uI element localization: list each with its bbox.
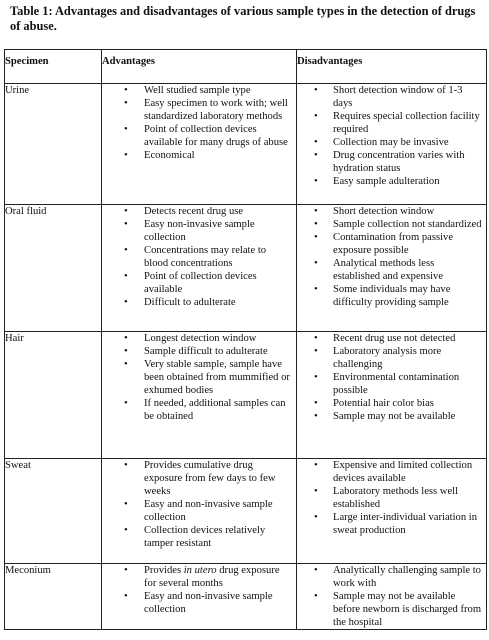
- disadvantage-item: • Environmental contamination possible: [297, 371, 482, 397]
- advantage-item: • Point of collection devices available: [102, 270, 292, 296]
- advantage-item: • Provides in utero drug exposure for several months: [102, 564, 292, 590]
- disadvantage-item: • Expensive and limited collection devices available: [297, 459, 482, 485]
- advantage-item: • Easy and non-invasive sample collection: [102, 498, 292, 524]
- advantages-list: [102, 205, 296, 309]
- header-specimen: Specimen: [5, 50, 102, 84]
- disadvantage-item: • Contamination from passive exposure possible: [297, 231, 482, 257]
- disadvantages-cell: [297, 84, 487, 205]
- disadvantage-item: • Analytically challenging sample to work with: [297, 564, 482, 590]
- advantages-cell: [102, 205, 297, 332]
- advantages-cell: [102, 564, 297, 630]
- table-body: [5, 84, 487, 630]
- table-row: [5, 332, 487, 459]
- specimen-cell: Urine: [5, 84, 102, 205]
- disadvantage-item: • Potential hair color bias: [297, 397, 482, 410]
- specimen-cell: Meconium: [5, 564, 102, 630]
- table-row: [5, 205, 487, 332]
- disadvantage-item: • Laboratory methods less well established: [297, 485, 482, 511]
- advantages-list: [102, 332, 296, 423]
- disadvantage-item: • Analytical methods less established and expensive: [297, 257, 482, 283]
- disadvantages-cell: [297, 564, 487, 630]
- disadvantages-list: [297, 332, 486, 423]
- advantage-item: • Easy and non-invasive sample collection: [102, 590, 292, 616]
- disadvantage-item: • Easy sample adulteration: [297, 175, 482, 188]
- advantages-cell: [102, 84, 297, 205]
- advantage-item: • If needed, additional samples can be obtained: [102, 397, 292, 423]
- table-caption: Table 1: Advantages and disadvantages of various sample types in the detection of drugs of abuse.: [10, 4, 476, 33]
- disadvantage-item: • Drug concentration varies with hydration status: [297, 149, 482, 175]
- comparison-table: [4, 49, 487, 630]
- disadvantages-cell: [297, 332, 487, 459]
- advantage-item: • Well studied sample type: [102, 84, 292, 97]
- table-row: [5, 459, 487, 564]
- advantage-item: • Economical: [102, 149, 292, 162]
- header-row: [5, 50, 487, 84]
- advantage-item: • Detects recent drug use: [102, 205, 292, 218]
- disadvantages-list: [297, 205, 486, 309]
- advantage-item: • Point of collection devices available for many drugs of abuse: [102, 123, 292, 149]
- disadvantages-cell: [297, 459, 487, 564]
- disadvantages-list: [297, 564, 486, 629]
- disadvantage-item: • Some individuals may have difficulty providing sample: [297, 283, 482, 309]
- disadvantage-item: • Sample may not be available: [297, 410, 482, 423]
- disadvantage-item: • Laboratory analysis more challenging: [297, 345, 482, 371]
- disadvantages-list: [297, 459, 486, 537]
- table-row: [5, 564, 487, 630]
- table-row: [5, 84, 487, 205]
- disadvantage-item: • Short detection window: [297, 205, 482, 218]
- disadvantage-item: • Requires special collection facility required: [297, 110, 482, 136]
- header-advantages: Advantages: [102, 50, 297, 84]
- disadvantages-cell: [297, 205, 487, 332]
- advantage-item: • Difficult to adulterate: [102, 296, 292, 309]
- advantage-item: • Easy specimen to work with; well standardized laboratory methods: [102, 97, 292, 123]
- disadvantage-item: • Large inter-individual variation in sweat production: [297, 511, 482, 537]
- header-disadvantages: Disadvantages: [297, 50, 487, 84]
- advantage-item: • Concentrations may relate to blood concentrations: [102, 244, 292, 270]
- disadvantage-item: • Sample collection not standardized: [297, 218, 482, 231]
- advantage-item: • Collection devices relatively tamper resistant: [102, 524, 292, 550]
- disadvantage-item: • Short detection window of 1-3 days: [297, 84, 482, 110]
- advantages-cell: [102, 332, 297, 459]
- advantages-list: [102, 459, 296, 550]
- advantages-list: [102, 564, 296, 616]
- advantages-cell: [102, 459, 297, 564]
- specimen-cell: Sweat: [5, 459, 102, 564]
- disadvantage-item: • Collection may be invasive: [297, 136, 482, 149]
- specimen-cell: Hair: [5, 332, 102, 459]
- advantage-item: • Easy non-invasive sample collection: [102, 218, 292, 244]
- advantage-item: • Very stable sample, sample have been obtained from mummified or exhumed bodies: [102, 358, 292, 397]
- advantage-item: • Longest detection window: [102, 332, 292, 345]
- advantage-item: • Provides cumulative drug exposure from few days to few weeks: [102, 459, 292, 498]
- advantages-list: [102, 84, 296, 162]
- disadvantages-list: [297, 84, 486, 188]
- specimen-cell: Oral fluid: [5, 205, 102, 332]
- advantage-item: • Sample difficult to adulterate: [102, 345, 292, 358]
- disadvantage-item: • Sample may not be available before newborn is discharged from the hospital: [297, 590, 482, 629]
- disadvantage-item: • Recent drug use not detected: [297, 332, 482, 345]
